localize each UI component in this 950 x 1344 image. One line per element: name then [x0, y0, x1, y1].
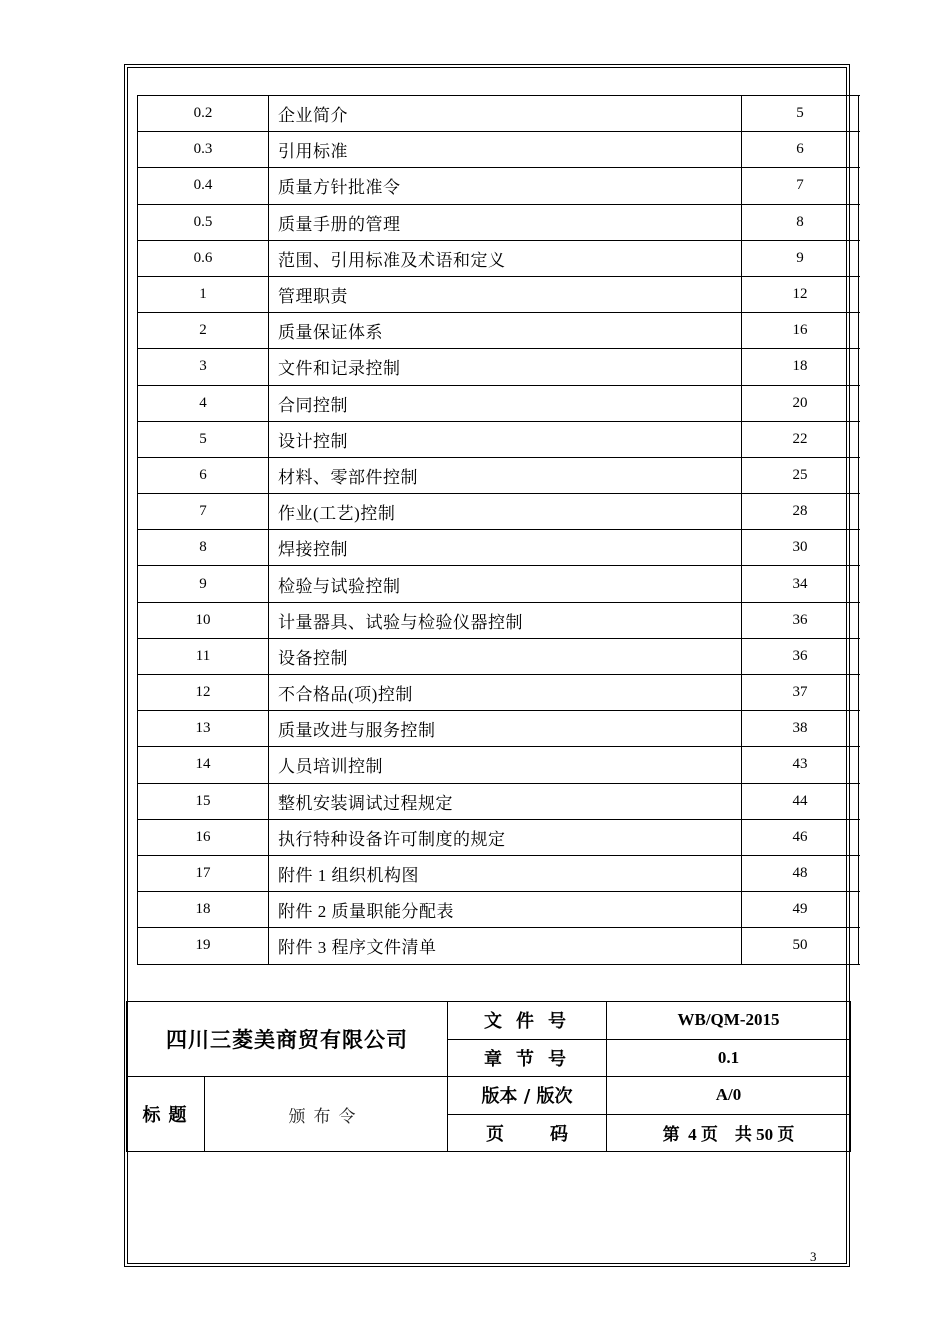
toc-section-title: 附件 3 程序文件清单: [269, 928, 742, 964]
toc-row-edge: [859, 711, 861, 747]
toc-page-number: 8: [742, 204, 859, 240]
toc-row: [138, 313, 861, 349]
toc-page-number: 5: [742, 96, 859, 132]
toc-page-number: 18: [742, 349, 859, 385]
toc-section-title: 整机安装调试过程规定: [269, 783, 742, 819]
toc-row-edge: [859, 928, 861, 964]
toc-section-number: 3: [138, 349, 269, 385]
toc-row-edge: [859, 240, 861, 276]
toc-page-number: 12: [742, 276, 859, 312]
toc-row-edge: [859, 349, 861, 385]
toc-row-edge: [859, 204, 861, 240]
page-label-part-2: 码: [550, 1123, 568, 1145]
toc-row: [138, 168, 861, 204]
toc-section-title: 质量手册的管理: [269, 204, 742, 240]
toc-row-edge: [859, 385, 861, 421]
toc-row: [138, 566, 861, 602]
toc-page-number: 49: [742, 892, 859, 928]
toc-section-number: 16: [138, 819, 269, 855]
toc-row-edge: [859, 276, 861, 312]
version-value: A/0: [607, 1077, 851, 1115]
toc-section-number: 6: [138, 457, 269, 493]
toc-section-title: 附件 2 质量职能分配表: [269, 892, 742, 928]
toc-row-edge: [859, 675, 861, 711]
toc-page-number: 44: [742, 783, 859, 819]
toc-page-number: 36: [742, 638, 859, 674]
toc-section-number: 2: [138, 313, 269, 349]
toc-section-title: 材料、零部件控制: [269, 457, 742, 493]
title-label: 标题: [127, 1077, 205, 1152]
toc-row: [138, 747, 861, 783]
toc-page-number: 48: [742, 855, 859, 891]
toc-row-edge: [859, 638, 861, 674]
toc-section-number: 18: [138, 892, 269, 928]
toc-row: [138, 675, 861, 711]
toc-section-title: 引用标准: [269, 132, 742, 168]
toc-section-title: 计量器具、试验与检验仪器控制: [269, 602, 742, 638]
toc-row: [138, 96, 861, 132]
toc-row-edge: [859, 132, 861, 168]
toc-section-number: 0.2: [138, 96, 269, 132]
doc-number-label: 文件号: [448, 1002, 607, 1040]
toc-row: [138, 855, 861, 891]
toc-section-title: 质量保证体系: [269, 313, 742, 349]
toc-section-title: 焊接控制: [269, 530, 742, 566]
toc-row: [138, 819, 861, 855]
toc-row: [138, 783, 861, 819]
chapter-number-label: 章节号: [448, 1039, 607, 1077]
toc-section-number: 9: [138, 566, 269, 602]
toc-section-number: 5: [138, 421, 269, 457]
toc-page-number: 9: [742, 240, 859, 276]
title-value: 颁布令: [205, 1077, 448, 1152]
toc-row: [138, 457, 861, 493]
toc-row-edge: [859, 747, 861, 783]
toc-row-edge: [859, 421, 861, 457]
toc-section-number: 0.4: [138, 168, 269, 204]
toc-row-edge: [859, 602, 861, 638]
toc-row-edge: [859, 855, 861, 891]
toc-section-title: 作业(工艺)控制: [269, 494, 742, 530]
page-label: [448, 1114, 607, 1152]
toc-section-number: 8: [138, 530, 269, 566]
toc-section-title: 合同控制: [269, 385, 742, 421]
toc-page-number: 50: [742, 928, 859, 964]
toc-section-title: 企业简介: [269, 96, 742, 132]
toc-row-edge: [859, 313, 861, 349]
toc-section-title: 附件 1 组织机构图: [269, 855, 742, 891]
toc-page-number: 16: [742, 313, 859, 349]
toc-section-number: 14: [138, 747, 269, 783]
toc-row: [138, 711, 861, 747]
toc-page-number: 25: [742, 457, 859, 493]
toc-page-number: 28: [742, 494, 859, 530]
toc-page-number: 43: [742, 747, 859, 783]
toc-row: [138, 385, 861, 421]
toc-page-number: 34: [742, 566, 859, 602]
toc-section-title: 管理职责: [269, 276, 742, 312]
toc-row-edge: [859, 494, 861, 530]
toc-section-number: 10: [138, 602, 269, 638]
toc-row-edge: [859, 566, 861, 602]
toc-row-edge: [859, 168, 861, 204]
toc-row-edge: [859, 457, 861, 493]
footer-page-number: 3: [810, 1249, 817, 1264]
toc-row: [138, 204, 861, 240]
toc-section-number: 0.6: [138, 240, 269, 276]
toc-section-number: 17: [138, 855, 269, 891]
toc-page-number: 38: [742, 711, 859, 747]
toc-section-title: 质量方针批准令: [269, 168, 742, 204]
toc-section-number: 0.5: [138, 204, 269, 240]
page-label-part-1: 页: [486, 1123, 504, 1145]
toc-row: [138, 892, 861, 928]
toc-row-edge: [859, 892, 861, 928]
toc-section-number: 7: [138, 494, 269, 530]
doc-number-value: WB/QM-2015: [607, 1002, 851, 1040]
toc-section-number: 19: [138, 928, 269, 964]
toc-section-number: 12: [138, 675, 269, 711]
toc-section-title: 人员培训控制: [269, 747, 742, 783]
toc-row-edge: [859, 530, 861, 566]
toc-page-number: 7: [742, 168, 859, 204]
toc-row: [138, 928, 861, 964]
toc-row: [138, 602, 861, 638]
toc-section-number: 1: [138, 276, 269, 312]
toc-section-number: 11: [138, 638, 269, 674]
toc-page-number: 37: [742, 675, 859, 711]
toc-page-number: 30: [742, 530, 859, 566]
toc-table: [137, 95, 860, 965]
company-name: 四川三菱美商贸有限公司: [127, 1002, 448, 1077]
toc-section-title: 质量改进与服务控制: [269, 711, 742, 747]
toc-section-title: 检验与试验控制: [269, 566, 742, 602]
toc-page-number: 36: [742, 602, 859, 638]
toc-row: [138, 276, 861, 312]
toc-row-edge: [859, 96, 861, 132]
toc-section-number: 0.3: [138, 132, 269, 168]
toc-section-title: 文件和记录控制: [269, 349, 742, 385]
toc-row: [138, 638, 861, 674]
version-label: 版本 / 版次: [448, 1077, 607, 1115]
page-count-value: 第 4 页 共 50 页: [607, 1114, 851, 1152]
toc-page-number: 6: [742, 132, 859, 168]
toc-row: [138, 421, 861, 457]
toc-section-title: 设计控制: [269, 421, 742, 457]
toc-section-number: 4: [138, 385, 269, 421]
toc-row: [138, 494, 861, 530]
toc-section-title: 设备控制: [269, 638, 742, 674]
toc-page-number: 46: [742, 819, 859, 855]
toc-row-edge: [859, 783, 861, 819]
toc-section-title: 范围、引用标准及术语和定义: [269, 240, 742, 276]
toc-row: [138, 349, 861, 385]
toc-row-edge: [859, 819, 861, 855]
toc-section-number: 13: [138, 711, 269, 747]
toc-page-number: 20: [742, 385, 859, 421]
toc-row: [138, 240, 861, 276]
toc-section-title: 执行特种设备许可制度的规定: [269, 819, 742, 855]
chapter-number-value: 0.1: [607, 1039, 851, 1077]
toc-row: [138, 132, 861, 168]
toc-page-number: 22: [742, 421, 859, 457]
toc-row: [138, 530, 861, 566]
toc-section-number: 15: [138, 783, 269, 819]
toc-section-title: 不合格品(项)控制: [269, 675, 742, 711]
document-info-table: [126, 1001, 851, 1152]
